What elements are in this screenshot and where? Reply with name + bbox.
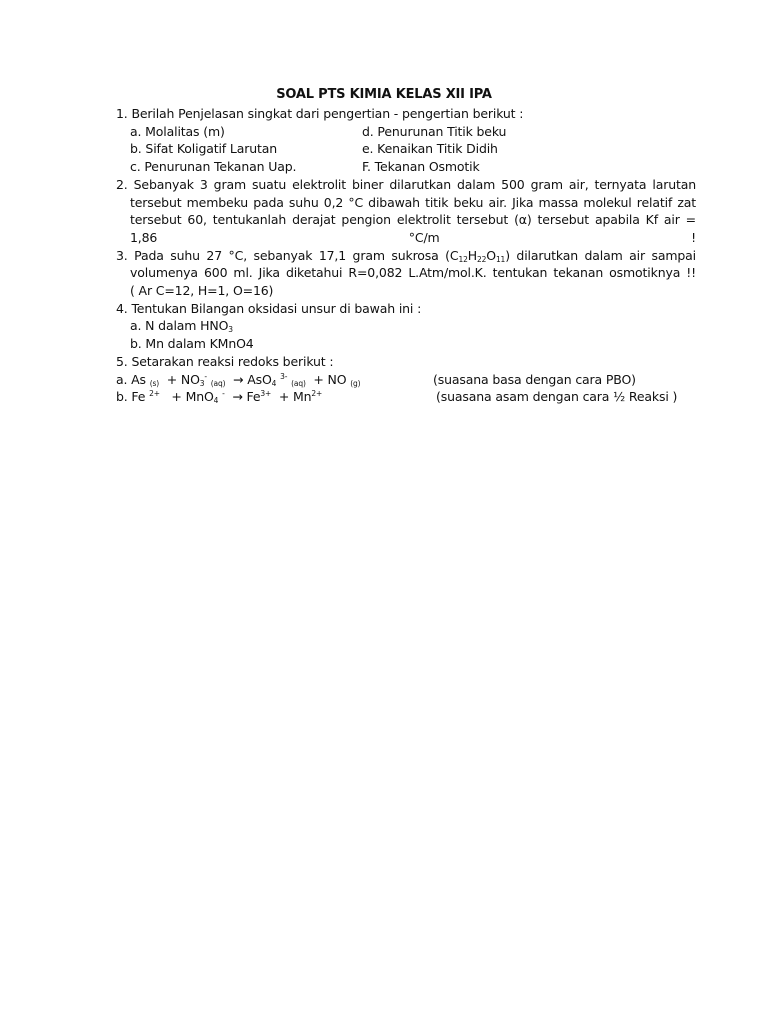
question-2-text: 2. Sebanyak 3 gram suatu elektrolit biner dilarutkan dalam 500 gram air, ternyata larutan tersebut membeku pada suhu 0,2 °C dibawah titik beku air. Jika massa molekul relatif zat tersebut 60, tentukanlah derajat pengion elektrolit tersebut (α) tersebut apabila Kf air = 1,86 °C/m ! [116, 176, 696, 245]
arrow-icon: → [233, 371, 244, 387]
reaction-b [116, 388, 696, 406]
reaction-b-equation: b. Fe $^{2+}$ + MnO$_4$ $^- \to Fe^{3+} + Mn^{2+}$ [116, 389, 323, 406]
option-1e: e. Kenaikan Titik Didih [362, 141, 498, 157]
option-1a: a. Molalitas (m) [130, 123, 225, 139]
question-1-options-row-3 [116, 158, 696, 176]
document-title: SOAL PTS KIMIA KELAS XII IPA [276, 87, 492, 102]
question-1-stem: 1. Berilah Penjelasan singkat dari pengertian - pengertian berikut : [116, 106, 524, 121]
reaction-a-note: (suasana basa dengan cara PBO) [433, 371, 636, 387]
option-1f: F. Tekanan Osmotik [362, 159, 480, 175]
question-1-options-row-2 [116, 140, 696, 158]
question-4-stem: 4. Tentukan Bilangan oksidasi unsur di bawah ini : [116, 300, 422, 316]
question-4a: a. N dalam $HNO_3$ [130, 318, 233, 335]
question-1-options-row-1 [116, 123, 696, 141]
question-4b: b. Mn dalam KMnO4 [130, 336, 254, 352]
question-3-text: 3. Pada suhu 27 °C, sebanyak 17,1 gram sukrosa $(C_{12}H_{22}O_{11})$ dilarutkan dalam air sampai volumenya 600 ml. Jika diketahui R=0,082 L.Atm/mol.K. tentukan tekanan osmotiknya !! [116, 247, 696, 281]
option-1d: d. Penurunan Titik beku [362, 123, 507, 139]
reaction-a [116, 371, 696, 389]
reaction-a-equation: a. As $_{(s)} + NO_3^-$ $_{(aq)}$ → AsO$_4$ $^{3-}$ $_{(aq)}$ + NO $_{(g)}$ [116, 371, 361, 388]
question-list [116, 105, 696, 406]
reaction-b-note: (suasana asam dengan cara ½ Reaksi ) [436, 389, 678, 405]
question-5-stem: 5. Setarakan reaksi redoks berikut : [116, 353, 334, 369]
option-1b: b. Sifat Koligatif Larutan [130, 141, 278, 157]
question-3-ar-values: ( Ar C=12, H=1, O=16) [130, 283, 274, 299]
arrow-icon: → [232, 389, 243, 405]
option-1c: c. Penurunan Tekanan Uap. [130, 159, 297, 175]
